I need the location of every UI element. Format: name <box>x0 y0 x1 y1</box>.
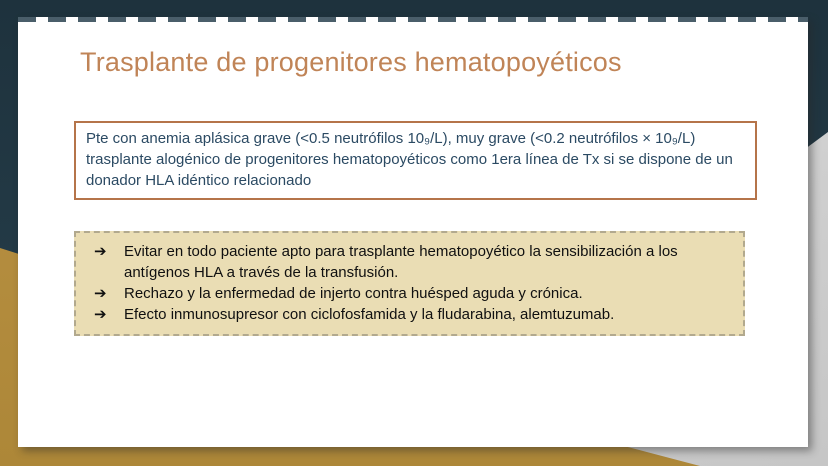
bullet-box <box>74 231 745 336</box>
bullet-text: Evitar en todo paciente apto para trasplante hematopoyético la sensibilización a los antígenos HLA a través de la transfusión. <box>124 243 678 281</box>
bullet-text: Efecto inmunosupresor con ciclofosfamida y la fludarabina, alemtuzumab. <box>124 306 615 323</box>
arrow-bullet-icon: ➔ <box>94 285 107 302</box>
list-item <box>76 283 743 304</box>
info-box-text: Pte con anemia aplásica grave (<0.5 neutrófilos 10₉/L), muy grave (<0.2 neutrófilos × 10₉/L) trasplante alogénico de progenitores hematopoyéticos como 1era línea de Tx si se dispone de un donador HLA idéntico relacionado <box>86 130 733 189</box>
bullet-text: Rechazo y la enfermedad de injerto contra huésped aguda y crónica. <box>124 285 583 302</box>
slide-title: Trasplante de progenitores hematopoyéticos <box>80 47 622 77</box>
content-panel <box>18 17 808 447</box>
list-item <box>76 304 743 325</box>
arrow-bullet-icon: ➔ <box>94 306 107 323</box>
info-box <box>74 121 757 200</box>
top-dashed-edge <box>18 17 808 22</box>
arrow-bullet-icon: ➔ <box>94 243 107 260</box>
list-item <box>76 241 743 283</box>
